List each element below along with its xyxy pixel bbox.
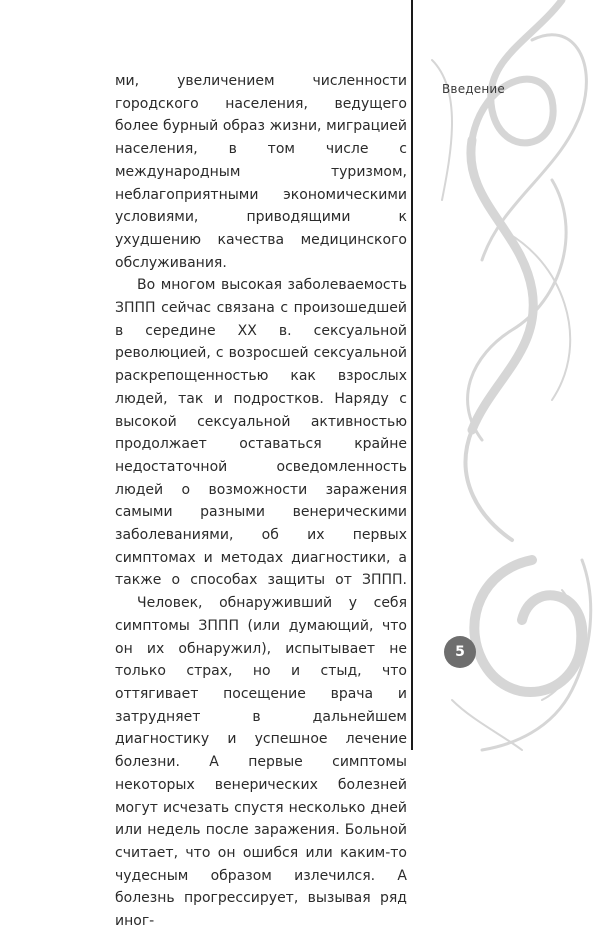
paragraph-3: Человек, обнаруживший у себя симптомы ЗППП (или думающий, что он их обнаружил), испытывает не только страх, но и стыд, что оттягивает посещение врача и затрудняет в дальнейшем диагностику и успешное лечение болезни. А первые симптомы некоторых венерических болезней могут исчезать спустя несколько дней или недель после заражения. Больной считает, что он ошибся или каким-то чудесным образом излечился. А болезнь прогрессирует, вызывая ряд иног- xyxy=(115,595,407,930)
column-divider xyxy=(411,0,413,750)
page-number-badge: 5 xyxy=(444,636,476,668)
paragraph-2: Во многом высокая заболеваемость ЗППП сейчас связана с произошедшей в середине XX в. сексуальной революцией, с возросшей сексуальной раскрепощенностью как взрослых людей, так и подростков. Наряду с высокой сексуальной активностью продолжает оставаться крайне недостаточной осведомленность людей о возможности заражения самыми разными венерическими заболеваниями, об их первых симптомах и методах диагностики, а также о способах защиты от ЗППП. xyxy=(115,277,407,589)
calligraphic-ornament xyxy=(412,0,600,750)
body-text xyxy=(115,70,407,933)
paragraph-1: ми, увеличением численности городского населения, ведущего более бурный образ жизни, миграцией населения, в том числе с международным туризмом, неблагоприятными экономическими условиями, приводящими к ухудшению качества медицинского обслуживания. xyxy=(115,73,407,271)
section-label: Введение xyxy=(442,82,505,96)
